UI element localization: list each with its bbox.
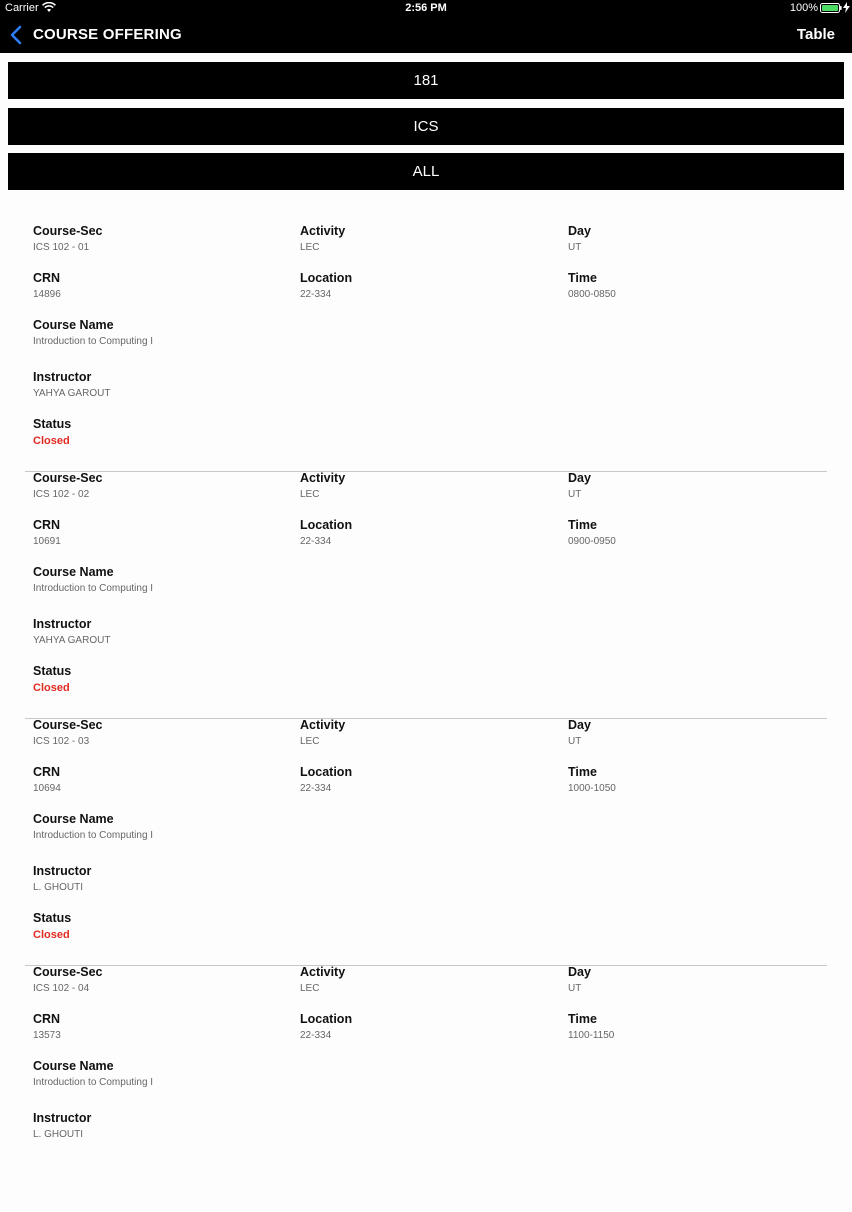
course-name-field [33,565,153,595]
status-badge: Closed [33,682,70,694]
time-value: 1000-1050 [568,783,616,794]
course-name-value: Introduction to Computing I [33,583,154,594]
status-label: Status [33,417,72,431]
activity-value: LEC [300,983,320,994]
course-sec-field [33,471,102,501]
status-time: 2:56 PM [405,2,447,14]
course-sec-value: ICS 102 - 01 [33,242,90,253]
department-selector-button[interactable]: ICS [8,108,844,145]
course-sec-label: Course-Sec [33,224,103,238]
scope-selector-button[interactable]: ALL [8,153,844,190]
instructor-label: Instructor [33,1111,92,1125]
course-name-value: Introduction to Computing I [33,830,154,841]
time-label: Time [568,271,597,285]
course-sec-value: ICS 102 - 04 [33,983,90,994]
course-name-label: Course Name [33,1059,114,1073]
activity-label: Activity [300,224,346,238]
activity-field [300,965,345,995]
instructor-field [33,617,110,647]
day-value: UT [568,489,582,500]
day-label: Day [568,224,591,238]
day-field [568,718,591,748]
navigation-bar [0,0,852,53]
page-title: COURSE OFFERING [33,26,182,43]
course-name-label: Course Name [33,318,114,332]
day-value: UT [568,983,582,994]
status-field [33,664,71,694]
crn-label: CRN [33,1012,61,1026]
course-sec-label: Course-Sec [33,471,103,485]
day-value: UT [568,736,582,747]
activity-value: LEC [300,736,320,747]
location-label: Location [300,765,353,779]
location-label: Location [300,518,353,532]
instructor-value: L. GHOUTI [33,882,84,893]
course-name-field [33,812,153,842]
course-sec-value: ICS 102 - 03 [33,736,90,747]
course-sec-label: Course-Sec [33,965,103,979]
time-value: 0800-0850 [568,289,616,300]
activity-label: Activity [300,471,346,485]
activity-label: Activity [300,965,346,979]
battery-percent: 100% [789,2,818,14]
time-label: Time [568,1012,597,1026]
course-name-value: Introduction to Computing I [33,1077,154,1088]
activity-value: LEC [300,489,320,500]
list-item[interactable] [25,224,827,472]
status-field [33,911,71,941]
crn-label: CRN [33,765,61,779]
course-name-label: Course Name [33,812,114,826]
crn-value: 14896 [33,289,61,300]
battery-icon [820,3,842,13]
course-name-field [33,1059,153,1089]
crn-label: CRN [33,271,61,285]
day-label: Day [568,965,591,979]
instructor-value: YAHYA GAROUT [33,635,111,646]
course-sec-field [33,965,102,995]
list-item[interactable] [25,718,827,966]
activity-field [300,224,345,254]
crn-field [33,765,61,795]
activity-value: LEC [300,242,320,253]
status-label: Status [33,664,72,678]
status-badge: Closed [33,929,70,941]
location-label: Location [300,1012,353,1026]
status-bar [0,0,852,17]
instructor-label: Instructor [33,617,92,631]
instructor-field [33,370,110,400]
list-item[interactable] [25,965,827,1212]
instructor-label: Instructor [33,370,92,384]
activity-field [300,718,345,748]
time-field [568,765,616,795]
location-value: 22-334 [300,536,332,547]
status-badge: Closed [33,435,70,447]
crn-field [33,271,61,301]
time-label: Time [568,765,597,779]
list-item[interactable] [25,471,827,719]
charging-icon [843,2,850,13]
instructor-label: Instructor [33,864,92,878]
day-label: Day [568,471,591,485]
day-field [568,224,591,254]
location-field [300,518,352,548]
location-value: 22-334 [300,783,332,794]
location-value: 22-334 [300,1030,332,1041]
course-name-value: Introduction to Computing I [33,336,154,347]
course-name-label: Course Name [33,565,114,579]
time-field [568,518,616,548]
time-field [568,1012,614,1042]
time-value: 1100-1150 [568,1030,615,1041]
course-sec-field [33,224,102,254]
activity-label: Activity [300,718,346,732]
time-value: 0900-0950 [568,536,616,547]
instructor-value: YAHYA GAROUT [33,388,111,399]
location-field [300,1012,352,1042]
chevron-left-icon[interactable] [9,25,23,45]
location-value: 22-334 [300,289,332,300]
activity-field [300,471,345,501]
course-sec-value: ICS 102 - 02 [33,489,90,500]
crn-field [33,1012,61,1042]
day-field [568,965,591,995]
course-sec-field [33,718,102,748]
table-button[interactable]: Table [796,26,835,43]
location-field [300,271,352,301]
location-field [300,765,352,795]
day-value: UT [568,242,582,253]
crn-value: 10694 [33,783,61,794]
time-label: Time [568,518,597,532]
crn-field [33,518,61,548]
instructor-field [33,1111,91,1141]
status-field [33,417,71,447]
instructor-field [33,864,91,894]
time-field [568,271,616,301]
day-label: Day [568,718,591,732]
course-sec-label: Course-Sec [33,718,103,732]
course-name-field [33,318,153,348]
status-label: Status [33,911,72,925]
crn-label: CRN [33,518,61,532]
instructor-value: L. GHOUTI [33,1129,84,1140]
crn-value: 13573 [33,1030,61,1041]
crn-value: 10691 [33,536,61,547]
location-label: Location [300,271,353,285]
day-field [568,471,591,501]
term-selector-button[interactable]: 181 [8,62,844,99]
carrier-label: Carrier [5,2,39,14]
